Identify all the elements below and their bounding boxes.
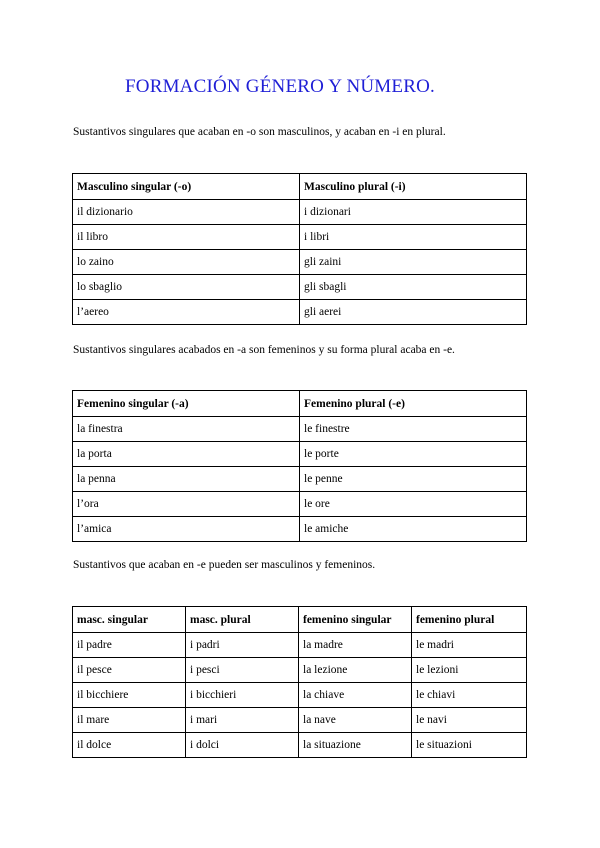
table-cell: il padre	[73, 633, 186, 658]
column-header: masc. singular	[73, 607, 186, 633]
table-row	[73, 225, 527, 250]
table-cell: la nave	[299, 708, 412, 733]
table-cell: la penna	[73, 467, 300, 492]
table-cell: le lezioni	[412, 658, 527, 683]
table-row	[73, 517, 527, 542]
table-row	[73, 417, 527, 442]
table-cell: lo zaino	[73, 250, 300, 275]
table-cell: l’amica	[73, 517, 300, 542]
table-cell: gli sbagli	[300, 275, 527, 300]
table-cell: la porta	[73, 442, 300, 467]
table-cell: la finestra	[73, 417, 300, 442]
table-header-row	[73, 607, 527, 633]
table-cell: il pesce	[73, 658, 186, 683]
table-row	[73, 275, 527, 300]
table-row	[73, 658, 527, 683]
table-cell: le penne	[300, 467, 527, 492]
table-cell: le situazioni	[412, 733, 527, 758]
table-cell: le chiavi	[412, 683, 527, 708]
masculine-table	[72, 173, 527, 325]
table-header-row	[73, 174, 527, 200]
table-row	[73, 633, 527, 658]
table-cell: le madri	[412, 633, 527, 658]
table-row	[73, 492, 527, 517]
table-cell: la madre	[299, 633, 412, 658]
table-cell: gli aerei	[300, 300, 527, 325]
table-cell: i dolci	[186, 733, 299, 758]
table-cell: i bicchieri	[186, 683, 299, 708]
table-cell: le ore	[300, 492, 527, 517]
table-cell: le amiche	[300, 517, 527, 542]
table-cell: il dolce	[73, 733, 186, 758]
feminine-table	[72, 390, 527, 542]
table-cell: i mari	[186, 708, 299, 733]
column-header: femenino singular	[299, 607, 412, 633]
table-cell: i dizionari	[300, 200, 527, 225]
column-header: Masculino plural (-i)	[300, 174, 527, 200]
table-header-row	[73, 391, 527, 417]
table-cell: i padri	[186, 633, 299, 658]
column-header: Femenino plural (-e)	[300, 391, 527, 417]
table-cell: il mare	[73, 708, 186, 733]
table-row	[73, 683, 527, 708]
table-cell: lo sbaglio	[73, 275, 300, 300]
column-header: masc. plural	[186, 607, 299, 633]
table-cell: le porte	[300, 442, 527, 467]
page-title: FORMACIÓN GÉNERO Y NÚMERO.	[125, 76, 435, 97]
table-cell: le navi	[412, 708, 527, 733]
table-row	[73, 442, 527, 467]
section2-description: Sustantivos singulares acabados en -a son femeninos y su forma plural acaba en -e.	[73, 344, 455, 356]
table-cell: l’ora	[73, 492, 300, 517]
table-cell: i pesci	[186, 658, 299, 683]
table-cell: la lezione	[299, 658, 412, 683]
table-cell: il bicchiere	[73, 683, 186, 708]
table-cell: le finestre	[300, 417, 527, 442]
table-cell: l’aereo	[73, 300, 300, 325]
section3-description: Sustantivos que acaban en -e pueden ser masculinos y femeninos.	[73, 559, 376, 571]
table-cell: la chiave	[299, 683, 412, 708]
table-cell: gli zaini	[300, 250, 527, 275]
table-row	[73, 250, 527, 275]
table-row	[73, 708, 527, 733]
column-header: femenino plural	[412, 607, 527, 633]
table-cell: il dizionario	[73, 200, 300, 225]
table-cell: la situazione	[299, 733, 412, 758]
table-row	[73, 200, 527, 225]
table-row	[73, 467, 527, 492]
section1-description: Sustantivos singulares que acaban en -o son masculinos, y acaban en -i en plural.	[73, 126, 446, 138]
table-row	[73, 733, 527, 758]
table-cell: il libro	[73, 225, 300, 250]
table-row	[73, 300, 527, 325]
e-ending-table	[72, 606, 527, 758]
column-header: Femenino singular (-a)	[73, 391, 300, 417]
column-header: Masculino singular (-o)	[73, 174, 300, 200]
table-cell: i libri	[300, 225, 527, 250]
